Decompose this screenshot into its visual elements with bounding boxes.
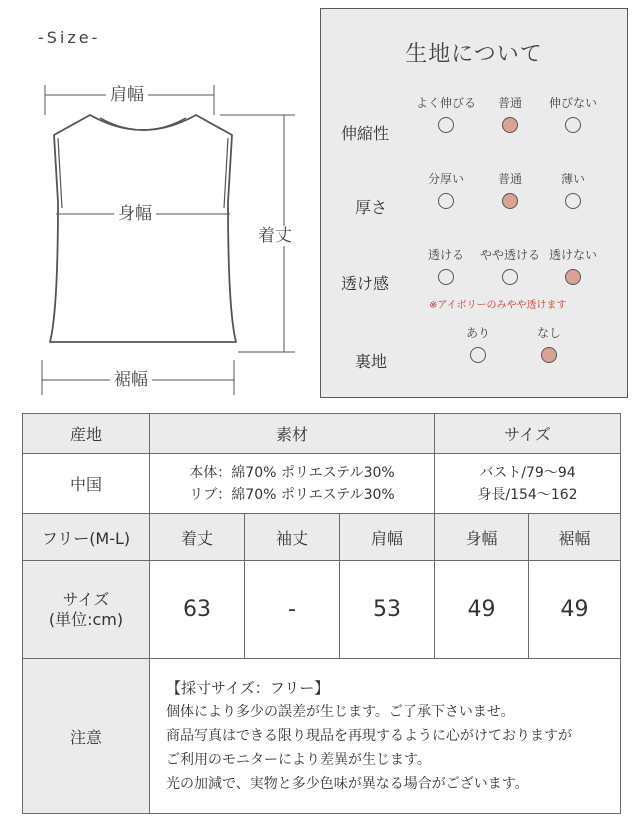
thickness-option-normal: 普通 (475, 171, 545, 209)
option-circle-icon (502, 269, 518, 285)
spec-table (22, 413, 621, 814)
notes-line: ご利用のモニターにより差異が生じます。 (166, 752, 431, 768)
thickness-option-thick: 分厚い (411, 171, 481, 209)
shoulder-value: 53 (340, 561, 435, 659)
option-circle-icon (470, 347, 486, 363)
sheer-note: ※アイボリーのみやや透けます (429, 300, 567, 311)
body-width-label: 身幅 (114, 204, 156, 224)
option-circle-selected-icon (502, 117, 518, 133)
sleeve-value: - (245, 561, 340, 659)
sleeve-header: 袖丈 (245, 514, 340, 561)
stretch-option-high: よく伸びる (411, 95, 481, 133)
hem-width-value: 49 (529, 561, 621, 659)
lining-option-no: なし (514, 325, 584, 363)
notes-header: 注意 (23, 659, 150, 814)
shoulder-header: 肩幅 (340, 514, 435, 561)
sheer-option-none: 透けない (538, 247, 608, 285)
size-header: サイズ (435, 414, 621, 454)
option-circle-icon (438, 193, 454, 209)
sheerness-label: 透け感 (341, 274, 390, 293)
shoulder-width-label: 肩幅 (106, 85, 148, 105)
lining-option-yes: あり (443, 325, 513, 363)
body-width-value: 49 (435, 561, 529, 659)
option-circle-icon (565, 193, 581, 209)
size-title: -Size- (38, 28, 101, 47)
option-circle-icon (565, 117, 581, 133)
fabric-title: 生地について (405, 42, 543, 67)
thickness-label: 厚さ (355, 198, 388, 217)
option-circle-icon (438, 117, 454, 133)
height-range: 身長/154〜162 (477, 486, 578, 503)
option-circle-selected-icon (565, 269, 581, 285)
sheer-option-sheer: 透ける (411, 247, 481, 285)
fabric-panel (320, 8, 628, 398)
origin-value: 中国 (23, 454, 150, 514)
material-cell (150, 454, 435, 514)
hem-width-label: 裾幅 (110, 370, 152, 390)
size-fit-cell (435, 454, 621, 514)
sheer-option-slightly: やや透ける (475, 247, 545, 285)
bust-range: バスト/79〜94 (479, 464, 576, 481)
origin-header: 産地 (23, 414, 150, 454)
option-circle-icon (438, 269, 454, 285)
thickness-option-thin: 薄い (538, 171, 608, 209)
size-diagram (20, 60, 310, 400)
stretch-option-normal: 普通 (475, 95, 545, 133)
length-header: 着丈 (150, 514, 245, 561)
notes-line: 商品写真はできる限り現品を再現するように心がけておりますが (166, 728, 572, 744)
lining-label: 裏地 (355, 352, 388, 371)
unit-label: サイズ (単位:cm) (23, 561, 150, 659)
stretch-label: 伸縮性 (341, 124, 390, 143)
material-body-line: 本体：綿70% ポリエステル30% (189, 464, 395, 481)
hem-width-header: 裾幅 (529, 514, 621, 561)
notes-line: 【採寸サイズ：フリー】 (166, 679, 330, 697)
option-circle-selected-icon (502, 193, 518, 209)
material-rib-line: リブ：綿70% ポリエステル30% (189, 486, 395, 503)
length-value: 63 (150, 561, 245, 659)
notes-line: 個体により多少の誤差が生じます。ご了承下さいませ。 (166, 704, 515, 720)
notes-line: 光の加減で、実物と多少色味が異なる場合がございます。 (166, 776, 529, 792)
notes-cell (150, 659, 621, 814)
stretch-option-low: 伸びない (538, 95, 608, 133)
material-header: 素材 (150, 414, 435, 454)
body-width-header: 身幅 (435, 514, 529, 561)
size-row-header: フリー(M-L) (23, 514, 150, 561)
length-label: 着丈 (254, 226, 296, 246)
option-circle-selected-icon (541, 347, 557, 363)
